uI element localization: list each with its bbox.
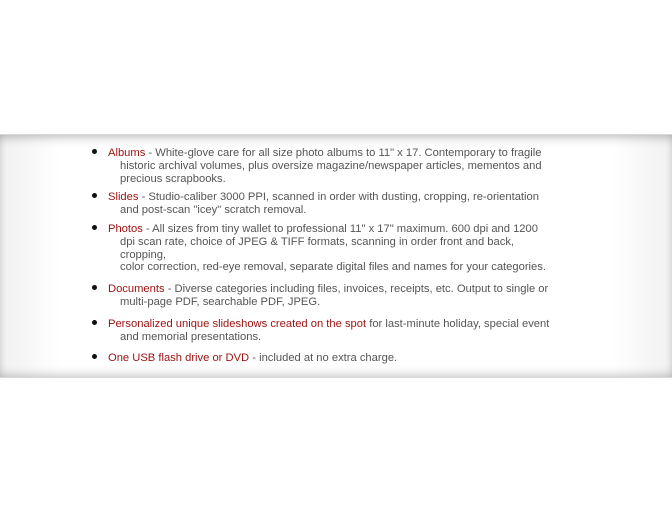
item-term: Documents	[108, 283, 165, 296]
list-item-usb	[92, 352, 562, 365]
services-list	[92, 147, 562, 371]
item-continuation: historic archival volumes, plus oversize magazine/newspaper articles, mementos and	[120, 159, 542, 172]
item-term: Slides	[108, 191, 139, 204]
item-first-line	[108, 318, 562, 331]
item-continuation: dpi scan rate, choice of JPEG & TIFF formats, scanning in order front and back, cropping,	[120, 235, 515, 261]
item-description: for last-minute holiday, special event	[366, 317, 550, 330]
bullet-icon	[92, 225, 97, 230]
item-first-line	[108, 191, 562, 204]
list-item-photos	[92, 223, 562, 274]
item-first-line	[108, 223, 562, 236]
item-continuation: multi-page PDF, searchable PDF, JPEG.	[120, 295, 321, 308]
list-item-albums	[92, 147, 562, 185]
item-description: - All sizes from tiny wallet to professional 11" x 17" maximum. 600 dpi and 1200	[142, 222, 538, 235]
item-term: Albums	[108, 147, 146, 159]
list-item-slides	[92, 191, 562, 217]
item-description: - Studio-caliber 3000 PPI, scanned in order with dusting, cropping, re-orientation	[138, 191, 539, 204]
item-continuation: precious scrapbooks.	[120, 172, 226, 185]
item-continuation: and post-scan "icey" scratch removal.	[120, 204, 307, 217]
item-first-line	[108, 352, 562, 365]
item-continuation: color correction, red-eye removal, separate digital files and names for your categories.	[120, 261, 546, 274]
bullet-icon	[92, 285, 97, 290]
item-term: One USB flash drive or DVD	[108, 352, 250, 365]
item-term: Photos	[108, 222, 143, 235]
list-item-slideshows	[92, 318, 562, 344]
item-continuation: and memorial presentations.	[120, 330, 262, 343]
bullet-icon	[92, 320, 97, 325]
item-description: - White-glove care for all size photo albums to 11" x 17. Contemporary to fragile	[145, 147, 542, 159]
bullet-icon	[92, 193, 97, 198]
item-description: - Diverse categories including files, invoices, receipts, etc. Output to single or	[164, 283, 549, 296]
item-description: - included at no extra charge.	[249, 352, 398, 365]
item-first-line	[108, 283, 562, 296]
item-term: Personalized unique slideshows created on the spot	[108, 317, 367, 330]
bullet-icon	[92, 149, 97, 154]
list-item-documents	[92, 283, 562, 309]
item-first-line	[108, 147, 562, 160]
bullet-icon	[92, 354, 97, 359]
